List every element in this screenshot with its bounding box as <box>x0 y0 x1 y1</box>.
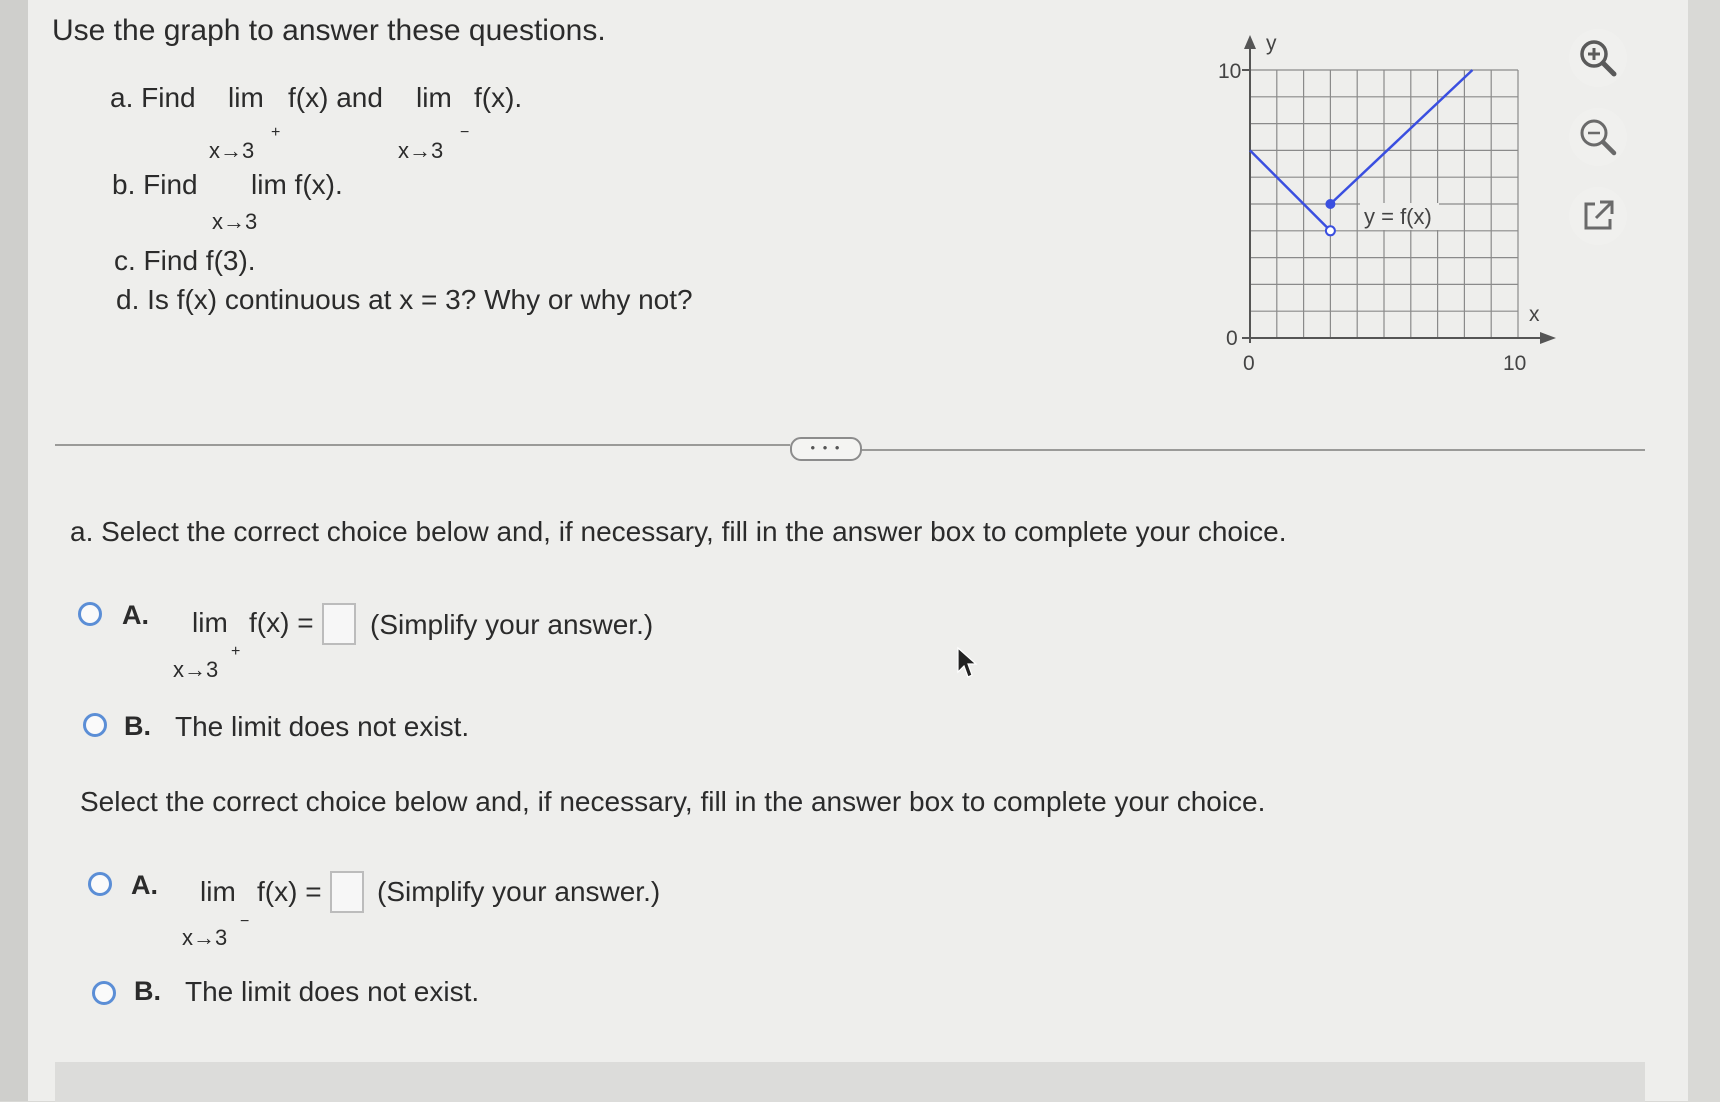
choice-b2-text: The limit does not exist. <box>185 976 480 1007</box>
choice-a2-sup: − <box>240 913 250 930</box>
question-a-func1: f(x) and <box>288 82 383 113</box>
part-a2-instruction: Select the correct choice below and, if necessary, fill in the answer box to complete your choice. <box>80 786 1266 817</box>
x-axis-arrow <box>1540 332 1556 344</box>
choice-a2-func: f(x) = <box>257 876 322 907</box>
open-point <box>1326 226 1335 235</box>
zoom-out-icon <box>1576 115 1620 159</box>
question-a-prefix: a. Find <box>110 82 196 113</box>
choice-b2-letter: B. <box>134 976 161 1006</box>
x-tick-label-10: 10 <box>1503 352 1527 375</box>
question-a-lim1: lim <box>228 82 264 113</box>
question-a-sup1: + <box>271 124 281 141</box>
curve-label: y = f(x) <box>1364 204 1432 229</box>
y-axis-label: y <box>1266 32 1277 55</box>
choice-a-func: f(x) = <box>249 607 314 638</box>
zoom-out-button[interactable] <box>1569 108 1627 166</box>
choice-a-sup: + <box>231 643 241 660</box>
part-a-instruction: a. Select the correct choice below and, if necessary, fill in the answer box to complete your choice. <box>70 516 1287 547</box>
choice-b-letter: B. <box>124 711 151 741</box>
question-a-lim2: lim <box>416 82 452 113</box>
question-c: c. Find f(3). <box>114 245 256 276</box>
y-tick-label-0: 0 <box>1226 327 1238 350</box>
question-b-lim: lim f(x). <box>251 169 343 200</box>
choice-b2-radio[interactable] <box>92 981 116 1005</box>
curve-right-segment <box>1330 70 1472 204</box>
zoom-in-button[interactable] <box>1569 29 1627 87</box>
question-a-func2: f(x). <box>474 82 523 113</box>
expand-more-button[interactable]: • • • <box>790 437 862 461</box>
divider-left <box>55 444 790 446</box>
choice-b-text: The limit does not exist. <box>175 711 470 742</box>
choice-a-letter: A. <box>122 600 149 630</box>
y-axis-arrow <box>1244 35 1256 49</box>
choice-a-radio[interactable] <box>78 602 102 626</box>
choice-a-hint: (Simplify your answer.) <box>370 609 654 640</box>
y-tick-label-10: 10 <box>1218 60 1242 83</box>
popout-button[interactable] <box>1569 187 1627 245</box>
footer-bar <box>55 1062 1645 1102</box>
x-tick-label-0: 0 <box>1243 352 1255 375</box>
question-a-sub2: x→3 <box>398 138 444 163</box>
function-graph <box>1210 25 1570 385</box>
question-b-sub: x→3 <box>212 209 258 234</box>
question-b-prefix: b. Find <box>112 169 198 200</box>
answer-input-right-limit[interactable] <box>322 603 356 645</box>
curve-left-segment <box>1250 150 1330 230</box>
x-axis-label: x <box>1529 303 1540 326</box>
divider-right <box>858 449 1645 451</box>
choice-a2-lim: lim <box>200 876 236 907</box>
question-d: d. Is f(x) continuous at x = 3? Why or why not? <box>116 284 693 315</box>
zoom-in-icon <box>1576 36 1620 80</box>
page-edge <box>0 0 28 1101</box>
answer-input-left-limit[interactable] <box>330 871 364 913</box>
mouse-cursor-icon <box>956 646 980 682</box>
choice-a2-radio[interactable] <box>88 872 112 896</box>
choice-a2-letter: A. <box>131 870 158 900</box>
question-heading: Use the graph to answer these questions. <box>52 14 606 47</box>
choice-b-radio[interactable] <box>83 713 107 737</box>
external-link-icon <box>1578 196 1618 236</box>
choice-a-sub: x→3 <box>173 657 219 682</box>
choice-a2-hint: (Simplify your answer.) <box>377 876 661 907</box>
question-a-sub1: x→3 <box>209 138 255 163</box>
question-a-sup2: − <box>460 124 470 141</box>
choice-a2-sub: x→3 <box>182 925 228 950</box>
closed-point <box>1325 199 1335 209</box>
choice-a-lim: lim <box>192 607 228 638</box>
